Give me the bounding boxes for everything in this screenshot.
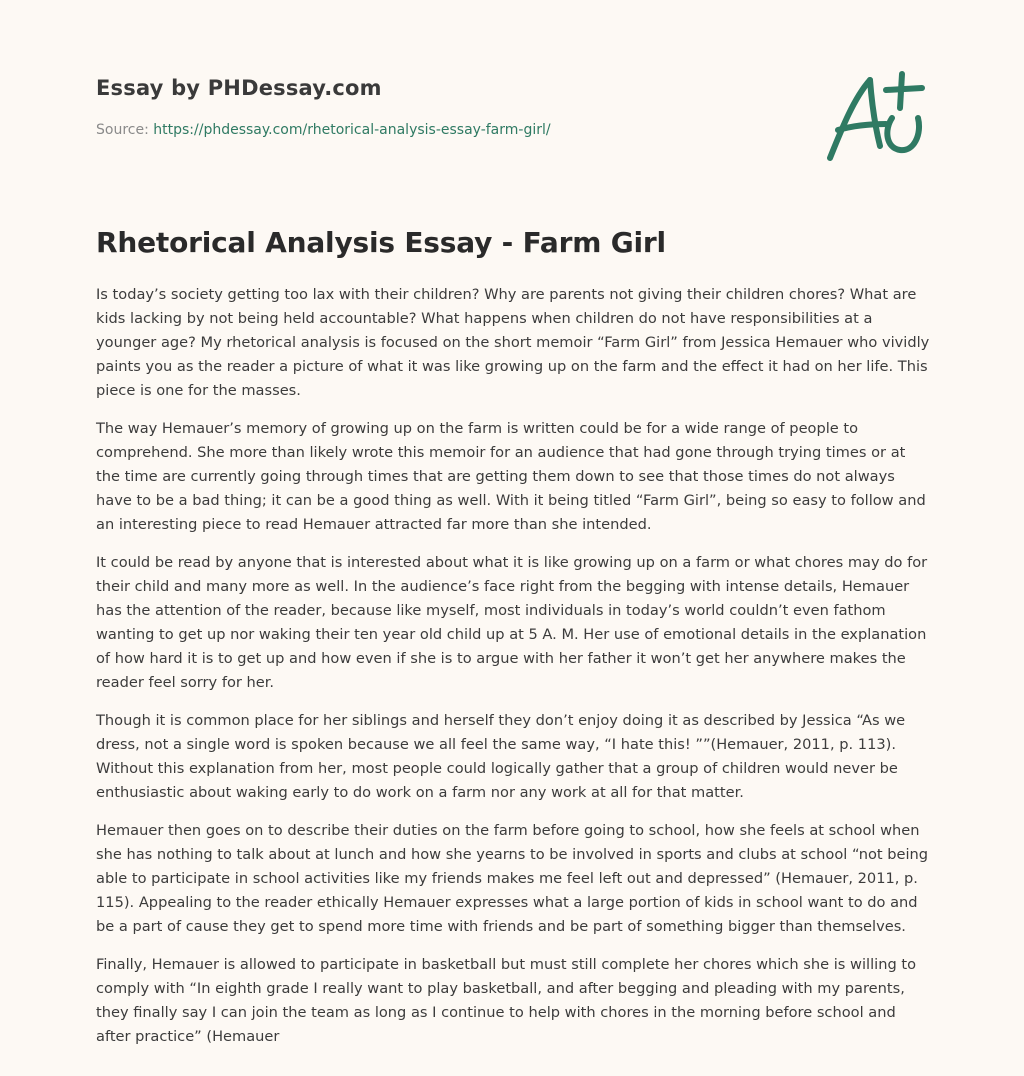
article-paragraph: Though it is common place for her siblings and herself they don’t enjoy doing it as described by Jessica “As we dress, not a single word is spoken because we all feel the same way, “I hate this! ””(Hemauer, 2011, p. 113). Without this explanation from her, most people could logically gather that a group of children would never be enthusiastic about waking early to do work on a farm nor any work at all for that matter. xyxy=(96,712,906,801)
article-paragraph: Is today’s society getting too lax with their children? Why are parents not giving their children chores? What are kids lacking by not being held accountable? What happens when children do not have responsibilities at a younger age? My rhetorical analysis is focused on the short memoir “Farm Girl” from Jessica Hemauer who vividly paints you as the reader a picture of what it was like growing up on the farm and the effect it had on her life. This piece is one for the masses. xyxy=(96,286,930,399)
source-line xyxy=(96,122,796,138)
source-link[interactable]: https://phdessay.com/rhetorical-analysis-essay-farm-girl/ xyxy=(153,122,551,138)
article-paragraph: Hemauer then goes on to describe their duties on the farm before going to school, how she feels at school when she has nothing to talk about at lunch and how she yearns to be involved in sports and clubs at school “not being able to participate in school activities like my friends makes me feel left out and depressed” (Hemauer, 2011, p. 115). Appealing to the reader ethically Hemauer expresses what a large portion of kids in school want to do and be a part of cause they get to spend more time with friends and be part of something bigger than themselves. xyxy=(96,822,929,935)
page-header xyxy=(96,76,796,138)
article-paragraph: It could be read by anyone that is interested about what it is like growing up on a farm or what chores may do for their child and many more as well. In the audience’s face right from the begging with intense details, Hemauer has the attention of the reader, because like myself, most individuals in today’s world couldn’t even fathom wanting to get up nor waking their ten year old child up at 5 A. M. Her use of emotional details in the explanation of how hard it is to get up and how even if she is to argue with her father it won’t get her anywhere makes the reader feel sorry for her. xyxy=(96,554,928,691)
a-plus-logo-icon xyxy=(820,68,930,164)
article-paragraph: Finally, Hemauer is allowed to participate in basketball but must still complete her chores which she is willing to comply with “In eighth grade I really want to play basketball, and after begging and pleading with my parents, they finally say I can join the team as long as I continue to help with chores in the morning before school and after practice” (Hemauer xyxy=(96,956,916,1045)
article-title: Rhetorical Analysis Essay - Farm Girl xyxy=(96,226,666,259)
article-paragraph: The way Hemauer’s memory of growing up on the farm is written could be for a wide range of people to comprehend. She more than likely wrote this memoir for an audience that had gone through trying times or at the time are currently going through times that are getting them down to see that those times do not always have to be a bad thing; it can be a good thing as well. With it being titled “Farm Girl”, being so easy to follow and an interesting piece to read Hemauer attracted far more than she intended. xyxy=(96,420,926,533)
article xyxy=(96,226,930,1063)
source-label: Source: xyxy=(96,122,149,138)
site-title: Essay by PHDessay.com xyxy=(96,76,382,100)
